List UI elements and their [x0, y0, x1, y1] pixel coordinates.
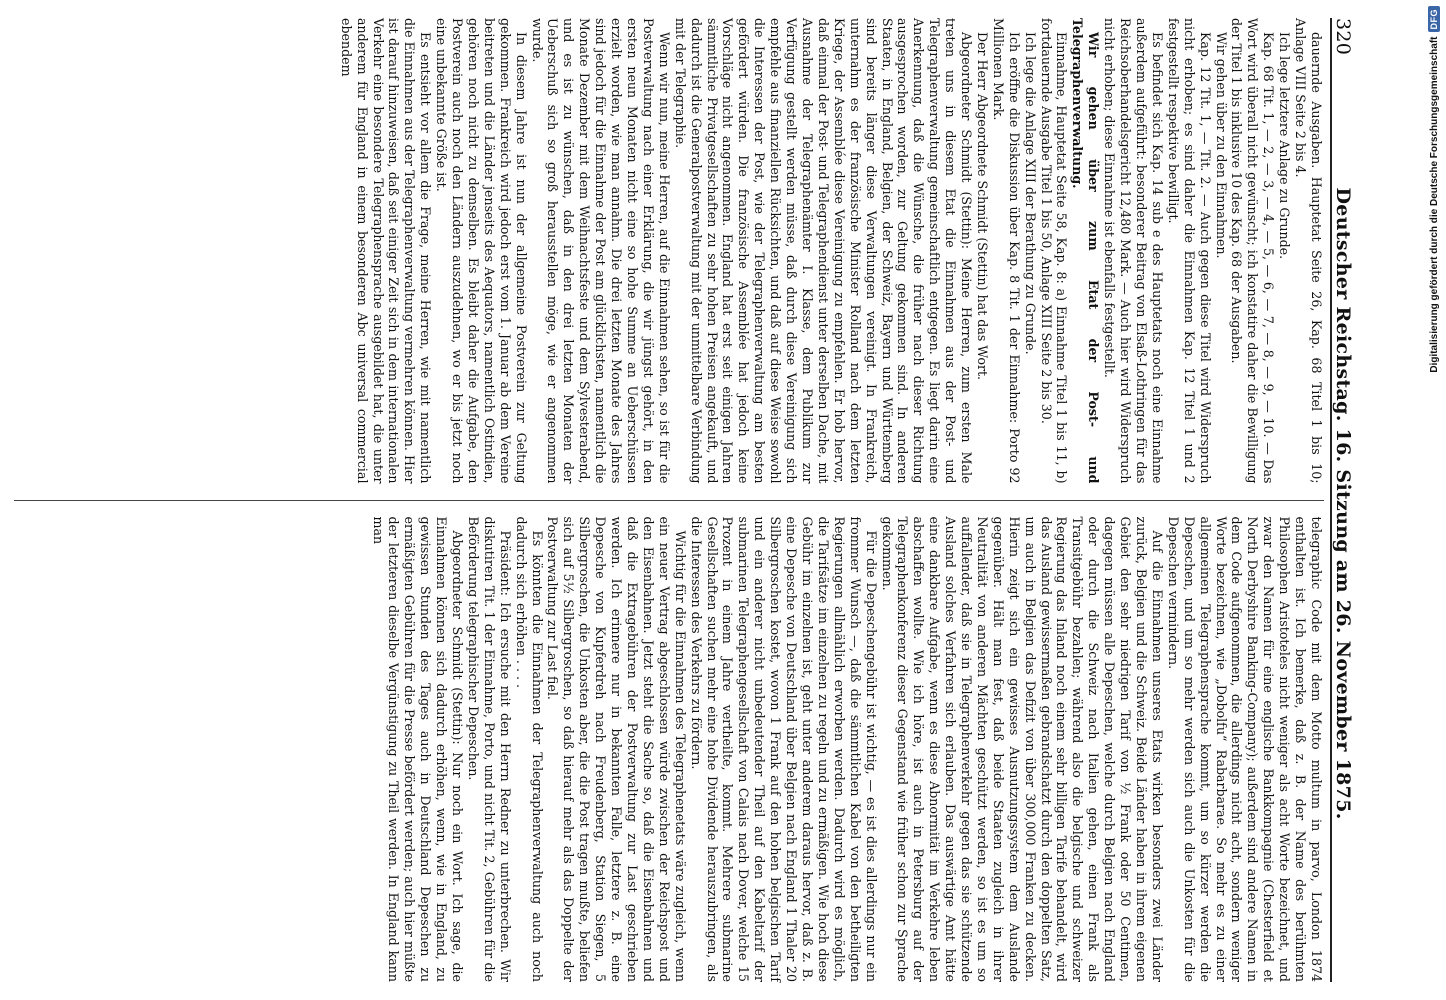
paragraph: Wir gehen über zu den Einnahmen.: [1213, 32, 1229, 259]
watermark-text: Digitalisierung gefördert durch die Deutsche Forschungsgemeinschaft: [1428, 36, 1440, 373]
paragraph: Ich lege letztere Anlage zu Grunde.: [1277, 32, 1293, 260]
paragraph: Es befindet sich Kap. 14 sub e des Hauptetats noch eine Einnahme außerdem aufgeführt: besonderer Beitrag von Elsaß-Lothringen für das Reichsoberhandelsgericht 12,480 Mark. — Auch hier wird Widerspruch nicht erhoben; diese Einnahme ist ebenfalls festgestellt.: [1102, 18, 1165, 484]
dfg-logo: DFG: [1428, 6, 1440, 33]
running-title: Deutscher Reichstag. 16. Sitzung am 26. November 1875.: [1332, 187, 1354, 820]
paragraph: Wichtig für die Einnahmen des Telegraphenetats wäre zugleich, wenn ein neuer Vertrag abgeschlossen würde zwischen der Reichspost und den Eisenbahnen. Jetzt steht die Sache so, daß die Eisenbahnen und daß die Extragebühren der Postverwaltung zur Last geschrieben werden. Ich erinnere nur in bekannten Falle, letztere z. B. eine Depesche von Kupferdreh nach Freudenberg, Station Siegen, 5 Silbergroschen, die Unkosten aber, die die Post tragen mußte, beliefen sich auf 5½ Silbergroschen, so daß hierauf mehr als das Doppelte der Postverwaltung zur Last fiel.: [545, 516, 688, 982]
section-heading: Wir gehen über zum Etat der Post- und Telegraphenverwaltung.: [1070, 18, 1102, 484]
paragraph: Auf die Einnahmen unseres Etats wirken besonders zwei Länder zurück, Belgien und die Schweiz. Beide Länder haben in ihrem eigenen Gebiet den sehr niedrigen Tarif von ½ Frank oder 50 Centimen, dagegen müssen alle Depeschen, welche durch Belgien nach England oder durch die Schweiz nach Italien gehen, einen Frank als Transitgebühr bezahlen; während also die belgische und schweizer Regierung das Inland noch einem sehr billigen Tarife behandelt, wird das Ausland gewissermaßen gebrandschatzt durch den doppelten Satz, um auch in Belgien das Defizit von über 300,000 Franken zu decken. Hierin zeigt sich ein gewisses Ausnutzungssystem dem Auslande gegenüber. Hält man fest, daß beide Staaten zugleich in ihrer Neutralität von anderen Mächten geschützt werden, so ist es um so auffallender, daß sie in Telegraphenverkehr gegen das sie schützende Ausland solches Verfahren sich erlauben. Das auswärtige Amt hätte eine dankbare Aufgabe, wenn es diese Abnormität im Verkehre leben abschaffen wollte. Wie ich höre, ist auch in Petersburg auf der Telegraphenkonferenz dieser Gegenstand wie früher schon zur Sprache gekommen.: [879, 516, 1165, 982]
paragraph: In diesem Jahre ist nun der allgemeine Postverein zur Geltung gekommen. Frankreich wird jedoch erst vom 1. Januar ab dem Vereine beitreten und die Länder jenseits des Aequators, namentlich Ostindien, gehören noch nicht zu demselben. Es bleibt daher die Aufgabe, den Postverein auch noch den Ländern auszudehnen, wo er bis jetzt noch eine unbekannte Größe ist.: [434, 18, 529, 484]
paragraph: Kap. 68 Tit. 1, — 2, — 3, — 4, — 5, — 6, — 7, — 8, — 9, — 10. — Das Wort wird überall nicht gewünscht; ich konstatire daher die Bewilligung der Titel 1 bis inklusive 10 des Kap. 68 der Ausgaben.: [1229, 18, 1277, 484]
paragraph: Für die Depeschengebühr ist wichtig, — es ist dies allerdings nur ein frommer Wunsch —, daß die sämmtlichen Kabel von den betheiligten Regierungen allmählich erworben werden. Dadurch wird es möglich, die Tarifsätze im einzelnen zu regeln und zu ermäßigen. Wie hoch diese Gebühr im einzelnen ist, geht unter anderem daraus hervor, daß z. B. eine Depesche von Deutschland über Belgien nach England 1 Thaler 20 Silbergroschen kostet, wovon 1 Frank auf den hohen belgischen Tarif und ein anderer nicht unbedeutender Theil auf den Kabeltarif der submarinen Telegraphengesellschaft von Calais nach Dover, welche 15 Prozent in einem Jahre vertheilte, kommt. Mehrere submarine Gesellschaften suchen mehr eine hohe Dividende herauszubringen, als die Interessen des Verkehrs zu fördern.: [688, 516, 879, 982]
left-column: [14, 18, 1324, 484]
page-number: 320: [1332, 18, 1354, 56]
paragraph: Kap. 12 Tit. 1, — Tit. 2. — Auch gegen diese Titel wird Widerspruch nicht erhoben; es sind daher die Einnahmen Kap. 12 Titel 1 und 2 festgestellt respektive bewilligt.: [1165, 18, 1213, 484]
right-column: [14, 517, 1324, 983]
paragraph: Ich eröffne die Diskussion über Kap. 8 Tit. 1 der Einnahme: Porto 92 Millionen Mark.: [990, 18, 1022, 484]
paragraph: Einnahme, Hauptetat Seite 58, Kap. 8: a) Einnahme Titel 1 bis 11, b) fortdauernde Ausgabe Titel 1 bis 50, Anlage XIII Seite 2 bis 30.: [1038, 18, 1070, 484]
page-header: [1330, 18, 1366, 982]
paragraph: Es könnten die Einnahmen der Telegraphenverwaltung auch noch dadurch sich erhöhen . . . .: [513, 516, 545, 982]
paragraph: Wenn wir nun, meine Herren, auf die Einnahmen sehen, so ist für die Postverwaltung nach einer Erklärung, die wir jüngst gehört, in den ersten neun Monaten nicht eine so hohe Summe an Ueberschüssen erzielt worden, wie man annahm. Die drei letzten Monate des Jahres sind jedoch für die Einnahme der Post am glücklichsten, namentlich die Monate Dezember mit dem Weihnachtsfeste und dem Sylvesterabend, und es ist zu wünschen, daß in den drei letzten Monaten der Ueberschuß sich so groß herausstellen möge, wie er angenommen wurde.: [529, 18, 672, 484]
digitization-watermark: [1400, 6, 1440, 996]
paragraph: dauernde Ausgaben. Hauptetat Seite 26, Kap. 68 Titel 1 bis 10; Anlage VIII Seite 2 bis 4.: [1293, 18, 1324, 484]
paragraph: Der Herr Abgeordnete Schmidt (Stettin) hat das Wort.: [974, 32, 990, 381]
paragraph: telegraphic Code mit dem Motto multum in parvo, London 1874 enthalten ist. Ich bemerke, daß z. B. der Name des berühmten Philosophen Aristoteles nicht weniger als acht Worte bezeichnet, und zwar den Namen für eine englische Bankkompagnie (Chesterfield et North Derbyshire Banking-Company); außerdem sind andere Namen in dem Code aufgenommen, die allerdings nicht acht, sondern weniger Worte bezeichnen, wie „Dobolfu“ Rabarbarae. So mehr es zu einer allgemeinen Telegraphensprache kommt, um so kürzer werden die Depeschen, und um so mehr werden sich auch die Unkosten für die Depeschen vermindern.: [1165, 516, 1324, 982]
speech-paragraph: Abgeordneter Schmidt (Stettin): Meine Herren, zum ersten Male treten uns in diesem Etat die Einnahmen aus der Post- und Telegraphenverwaltung gemeinschaftlich entgegen. Es liegt darin eine Anerkennung, daß die Wünsche, die früher nach dieser Richtung ausgesprochen worden, zur Geltung gekommen sind. In anderen Staaten, in England, Belgien, der Schweiz, Bayern und Württemberg sind bereits länger diese Verwaltungen vereinigt. In Frankreich, unternahm es der französische Minister Rolland nach dem letzten Kriege, der Assemblée diese Vereinigung zu empfehlen. Er hob hervor, daß einmal der Post- und Telegraphendienst unter derselben Dache, mit Ausnahme der Telegraphenämter I. Klasse, dem Publikum zur Verfügung gestellt werden müsse, daß durch diese Vereinigung sich empfehle aus finanziellen Rücksichten, und daß auf diese Weise sowohl die Interessen der Post, wie der Telegraphenverwaltung am besten gefördert würden. Die französische Assemblée hat jedoch keine Vorschläge nicht angenommen. England hat erst seit einigen Jahren sämmtliche Privatgesellschaften zu sehr hohen Preisen angekauft, und dadurch ist die Generalpostverwaltung mit der unmittelbare Verbindung mit der Telegraphie.: [672, 18, 975, 484]
paragraph: Ich lege die Anlage XIII der Berathung zu Grunde.: [1022, 32, 1038, 355]
column-divider: [14, 500, 1324, 501]
president-remark: Präsident: Ich ersuche mit den Herrn Redner zu unterbrechen. Wir diskutiren Tit. 1 der Einnahme, Porto, und nicht Tit. 2, Gebühren für die Beförderung telegraphischer Depeschen.: [465, 516, 513, 982]
speech-paragraph: Abgeordneter Schmidt (Stettin): Nur noch ein Wort. Ich sage, die Einnahmen können sich dadurch erhöhen, wenn, wie in England, zu gewissen Stunden des Tages auch in Deutschland Depeschen zu ermäßigten Gebühren für die Presse befördert werden; auch hier müßte der letzteren dieselbe Vergünstigung zu Theil werden. In England kann man: [370, 516, 466, 982]
text-columns: [14, 18, 1324, 982]
paragraph: Es entsieht vor allem die Frage, meine Herren, wie mit namentlich die Einnahmen aus der Telegraphenverwaltung vermehren können. Hier ist darauf hinzuweisen, daß seit einiger Zeit sich in dem internationalen Verkehr eine besondere Telegraphensprache ausgebildet hat, die unter anderem für England in einem besonderen Abc universal commercial ebendem: [338, 18, 434, 484]
watermark-text-row: [1422, 6, 1446, 996]
